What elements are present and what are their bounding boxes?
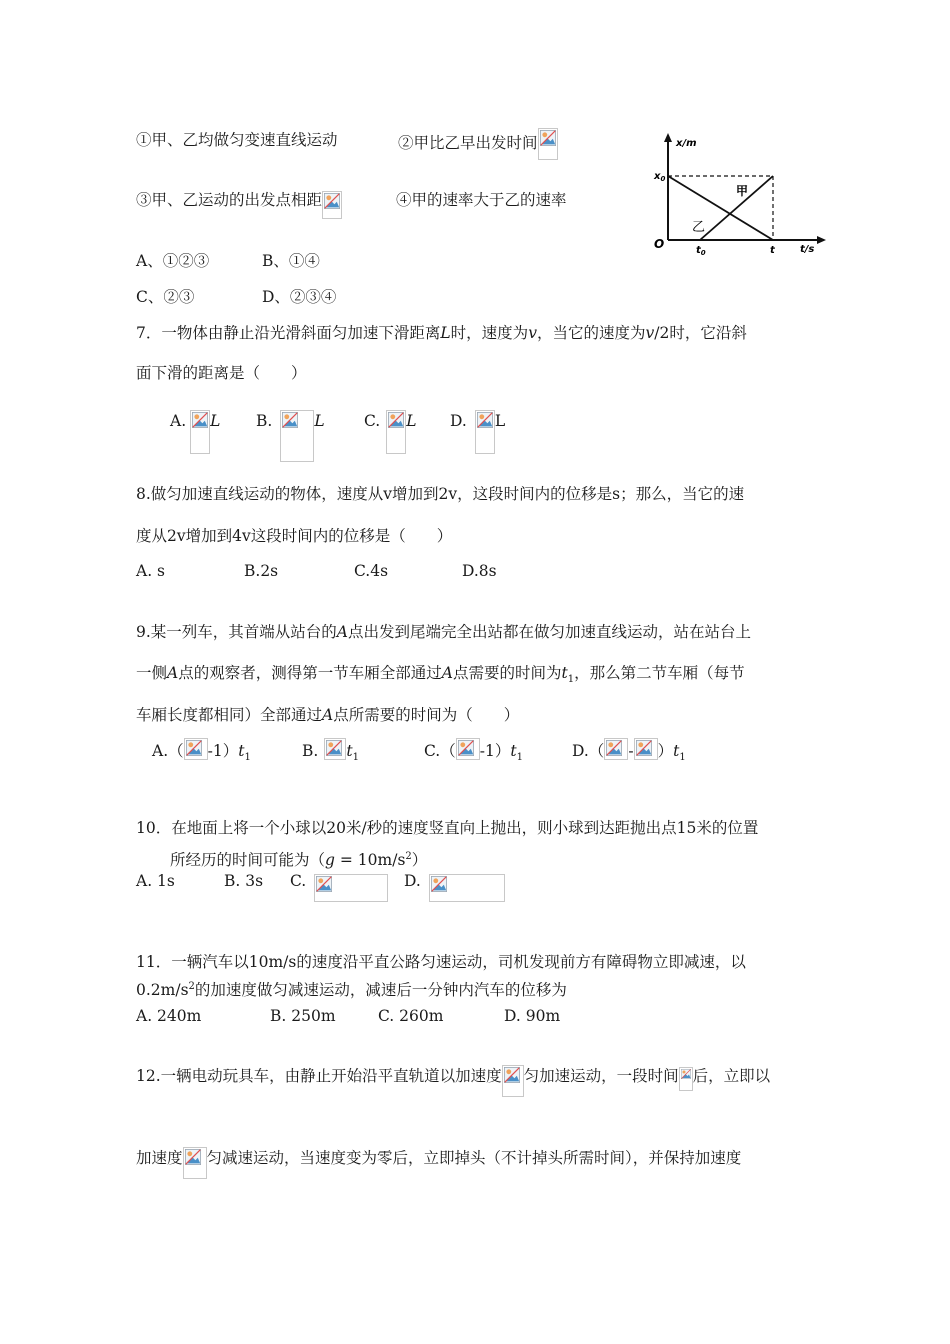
q10-option-d (404, 872, 505, 902)
q7-option-a (170, 410, 220, 454)
q10-option-a: A. 1s (136, 872, 175, 890)
broken-image-icon (502, 1065, 524, 1097)
xt-graph (640, 130, 830, 255)
q7-text: /2时，它沿斜 (654, 324, 747, 342)
line-jia (668, 176, 773, 240)
option-letter: D. (404, 872, 421, 890)
var-a: A (336, 623, 348, 641)
q9-line-2 (136, 661, 745, 685)
superscript: 2 (405, 850, 412, 862)
q9-option-c (424, 738, 523, 763)
broken-image-icon (386, 410, 406, 454)
q7-option-d (450, 410, 505, 454)
q7-option-b (256, 410, 325, 462)
graph-xlabel: t/s (800, 244, 815, 255)
q12-text: 匀加速运动，一段时间 (523, 1067, 679, 1085)
q11-option-c: C. 260m (378, 1007, 444, 1025)
var-v: v (528, 324, 537, 342)
q11-option-a: A. 240m (136, 1007, 202, 1025)
q12-text: 加速度 (136, 1149, 183, 1167)
option-letter: A. (170, 412, 187, 430)
q10-text: ） (411, 851, 428, 869)
graph-ylabel: x/m (676, 138, 697, 149)
graph-t0: $t_0$ (696, 245, 706, 255)
option-letter: C.（ (424, 742, 456, 760)
q6-option-c: C、②③ (136, 288, 195, 306)
broken-image-icon (456, 738, 480, 760)
option-letter: D. (450, 412, 467, 430)
var-a: A (441, 664, 453, 682)
graph-label-yi: 乙 (692, 220, 706, 235)
q11-option-b: B. 250m (270, 1007, 336, 1025)
q6-statement-1: ①甲、乙均做匀变速直线运动 (136, 131, 338, 149)
option-letter: C. (290, 872, 307, 890)
q9-text: 一侧 (136, 664, 168, 682)
broken-image-icon (183, 1147, 207, 1179)
q8-option-b: B.2s (244, 562, 279, 580)
q11-line-1: 11．一辆汽车以10m/s的速度沿平直公路匀速运动，司机发现前方有障碍物立即减速，以 (136, 953, 746, 971)
var-l: L (406, 412, 417, 430)
q9-text: 车厢长度都相同）全部通过 (136, 706, 323, 724)
subscript: 1 (352, 752, 359, 764)
q7-line-1 (136, 321, 747, 343)
var-a: A (167, 664, 179, 682)
q9-option-b (302, 738, 359, 763)
var-v: v (645, 324, 655, 342)
q6-statement-2 (398, 128, 558, 160)
q12-text: 后，立即以 (692, 1067, 771, 1085)
q6-statement-4: ④甲的速率大于乙的速率 (396, 191, 567, 209)
option-letter: A.（ (152, 742, 184, 760)
broken-image-icon (475, 410, 495, 454)
var-t: t (510, 742, 517, 760)
subscript: 1 (567, 674, 575, 686)
q9-text: -1） (207, 742, 239, 760)
q8-line-2: 度从2v增加到4v这段时间内的位移是（ ） (136, 527, 453, 545)
q7-text: 7．一物体由静止沿光滑斜面匀加速下滑距离 (136, 324, 441, 342)
q9-text: 点所需要的时间为（ ） (333, 706, 520, 724)
q11-text: 0.2m/s (136, 981, 189, 999)
option-letter: C. (364, 412, 381, 430)
q9-option-d (572, 738, 686, 763)
subscript: 1 (244, 752, 251, 764)
q8-line-1: 8.做匀加速直线运动的物体，速度从v增加到2v，这段时间内的位移是s；那么，当它的速 (136, 485, 745, 503)
broken-image-icon (190, 410, 210, 454)
broken-image-icon (184, 738, 208, 760)
broken-image-icon (604, 738, 628, 760)
var-t: t (346, 742, 353, 760)
var-t: t (238, 742, 245, 760)
q9-text: -1） (479, 742, 511, 760)
q12-line-1 (136, 1064, 770, 1097)
option-letter: D.（ (572, 742, 605, 760)
broken-image-icon (634, 738, 658, 760)
q10-option-c (290, 872, 388, 902)
var-t: t (561, 664, 568, 682)
q9-text: ） (657, 742, 674, 760)
broken-image-icon (322, 191, 342, 219)
q10-line-1: 10．在地面上将一个小球以20米/秒的速度竖直向上抛出，则小球到达距抛出点15米的位置 (136, 819, 759, 837)
q7-text: ，当它的速度为 (536, 324, 646, 342)
q9-line-3 (136, 703, 519, 725)
option-letter: B. (256, 412, 273, 430)
graph-x0: $x_0$ (654, 171, 666, 183)
broken-image-icon (280, 410, 314, 462)
q9-text: 点出发到尾端完全出站都在做匀加速直线运动，站在站台上 (348, 623, 752, 641)
q6-option-a: A、①②③ (136, 252, 210, 270)
var-g: g (325, 851, 335, 869)
q10-line-2 (170, 848, 427, 870)
q10-text: = 10m/s (334, 851, 406, 869)
var-l: L (494, 412, 506, 430)
graph-label-jia: 甲 (736, 184, 749, 198)
broken-image-icon (429, 874, 505, 902)
q7-option-c (364, 410, 417, 454)
q10-option-b: B. 3s (224, 872, 264, 890)
q6-option-b: B、①④ (262, 252, 320, 270)
q9-text: 9.某一列车，其首端从站台的 (136, 623, 337, 641)
graph-t: t (770, 245, 775, 255)
q8-option-a: A. s (136, 562, 166, 580)
q10-text: 所经历的时间可能为（ (170, 851, 326, 869)
q6-statement-3 (136, 188, 342, 219)
graph-origin: O (654, 237, 665, 251)
q7-text: 时，速度为 (450, 324, 529, 342)
q6-statement-3-text: ③甲、乙运动的出发点相距 (136, 191, 323, 209)
var-l: L (314, 412, 325, 430)
broken-image-icon (314, 874, 388, 902)
q9-line-1 (136, 620, 751, 642)
q8-option-d: D.8s (462, 562, 497, 580)
var-l: L (440, 324, 451, 342)
broken-image-icon (324, 738, 346, 760)
q11-option-d: D. 90m (504, 1007, 561, 1025)
q9-text: - (628, 742, 634, 760)
q6-option-d: D、②③④ (262, 288, 337, 306)
q9-option-a (152, 738, 251, 763)
q9-text: 点需要的时间为 (452, 664, 562, 682)
var-t: t (673, 742, 680, 760)
q8-option-c: C.4s (354, 562, 389, 580)
superscript: 2 (188, 980, 195, 992)
q11-text: 的加速度做匀减速运动，减速后一分钟内汽车的位移为 (194, 981, 567, 999)
q9-text: ，那么第二节车厢（每节 (574, 664, 745, 682)
subscript: 1 (516, 752, 523, 764)
var-l: L (210, 412, 221, 430)
option-letter: B. (302, 742, 319, 760)
q7-line-2: 面下滑的距离是（ ） (136, 364, 307, 382)
q11-line-2 (136, 978, 567, 1000)
q12-line-2 (136, 1146, 741, 1179)
q6-statement-2-text: ②甲比乙早出发时间 (398, 134, 538, 152)
broken-image-icon (538, 128, 558, 160)
var-a: A (322, 706, 334, 724)
q12-text: 匀减速运动，当速度变为零后，立即掉头（不计掉头所需时间），并保持加速度 (206, 1149, 742, 1167)
q9-text: 点的观察者，测得第一节车厢全部通过 (178, 664, 442, 682)
broken-image-icon (679, 1067, 693, 1091)
subscript: 1 (679, 752, 686, 764)
q12-text: 12.一辆电动玩具车，由静止开始沿平直轨道以加速度 (136, 1067, 502, 1085)
